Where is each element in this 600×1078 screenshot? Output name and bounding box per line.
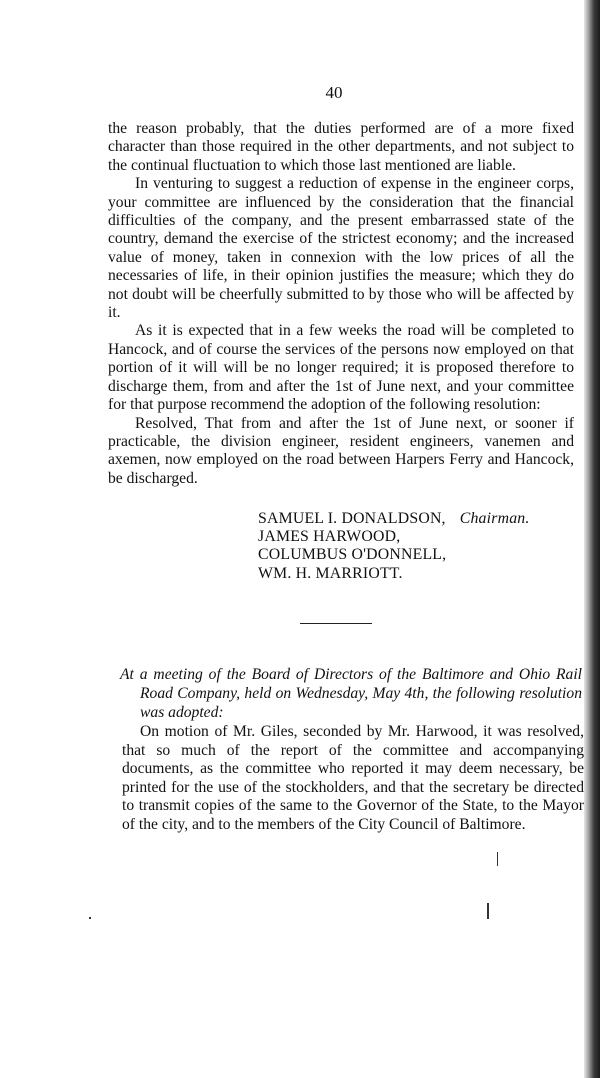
paragraph-continuation: the reason probably, that the duties performed are of a more fixed character than those required in the other departments, and not subject to the continual fluctuation to which those last mentioned are liable. xyxy=(108,120,574,174)
signature-chairman xyxy=(258,510,530,528)
signature-block xyxy=(258,510,530,583)
paragraph-resolved: Resolved, That from and after the 1st of June next, or sooner if practicable, the division engineer, resident engineers, vanemen and axemen, now employed on the road between Harpers Ferry and Hancock, be discharged. xyxy=(108,414,574,487)
paragraph-hancock: As it is expected that in a few weeks the road will be completed to Hancock, and of course the services of the persons now employed on that portion of it will will be no longer required; it is proposed therefore to discharge them, from and after the 1st of June next, and your committee for that purpose recommend the adoption of the following resolution: xyxy=(108,322,574,414)
signature-name-odonnell: COLUMBUS O'DONNELL, xyxy=(258,546,447,564)
meeting-intro xyxy=(120,666,582,722)
section-divider xyxy=(300,623,372,624)
signature-name-donaldson: SAMUEL I. DONALDSON, xyxy=(258,510,446,527)
meeting-resolution-text: On motion of Mr. Giles, seconded by Mr. Harwood, it was resolved, that so much of the report of the committee and accompanying documents, as the committee who reported it may deem necessary, be printed for the use of the stockholders, and that the secretary be directed to transmit copies of the same to the Governor of the State, to the Mayor of the city, and to the members of the City Council of Baltimore. xyxy=(122,723,584,833)
signature-role-chairman: Chairman. xyxy=(459,510,530,527)
scan-speck xyxy=(89,917,91,919)
paragraph-engineer-corps: In venturing to suggest a reduction of expense in the engineer corps, your committee are influenced by the consideration that the financial difficulties of the company, and the present embarrassed state of the country, demand the exercise of the strictest economy; and the increased value of money, taken in connexion with the low prices of all the necessaries of life, in their opinion justifies the measure; which they do not doubt will be cheerfully submitted to by those who will be affected by it. xyxy=(108,175,574,322)
scan-speck xyxy=(497,852,498,866)
page-edge-shadow xyxy=(584,0,600,1078)
scan-speck xyxy=(487,903,489,919)
body-text xyxy=(108,120,574,488)
meeting-resolution xyxy=(122,723,584,835)
signature-name-marriott: WM. H. MARRIOTT. xyxy=(258,564,403,582)
signature-name-harwood: JAMES HARWOOD, xyxy=(258,528,401,546)
page-number: 40 xyxy=(325,83,343,102)
meeting-intro-text: At a meeting of the Board of Directors of the Baltimore and Ohio Rail Road Company, held on Wednesday, May 4th, the following resolution was adopted: xyxy=(120,666,582,721)
